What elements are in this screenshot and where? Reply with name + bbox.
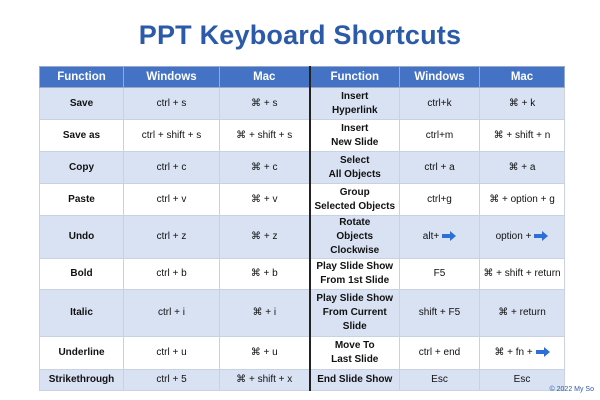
right-arrow-icon	[442, 231, 456, 241]
column-header: Windows	[400, 67, 480, 88]
mac-shortcut-cell: ⌘ + shift + x	[220, 370, 310, 391]
windows-shortcut-cell: ctrl+g	[400, 184, 480, 216]
table-header-row	[40, 67, 565, 88]
function-cell: Save	[40, 88, 124, 120]
windows-shortcut-cell: ctrl + a	[400, 152, 480, 184]
mac-shortcut-cell: ⌘ + z	[220, 216, 310, 259]
function-line: Objects Clockwise	[330, 231, 380, 256]
shortcut-text: alt+	[422, 231, 440, 242]
shortcuts-table	[39, 66, 565, 391]
windows-shortcut-cell: ctrl + 5	[124, 370, 220, 391]
windows-shortcut-cell: ctrl + b	[124, 259, 220, 290]
function-line: Hyperlink	[331, 104, 378, 116]
windows-shortcut-cell: ctrl + end	[400, 337, 480, 370]
shortcut-text: ⌘ + fn +	[494, 347, 533, 358]
function-line: Select	[340, 154, 370, 166]
function-cell	[310, 184, 400, 216]
mac-shortcut-cell: ⌘ + c	[220, 152, 310, 184]
function-line: Selected Objects	[314, 200, 396, 212]
mac-shortcut-cell: ⌘ + shift + return	[480, 259, 565, 290]
mac-shortcut-cell: ⌘ + option + g	[480, 184, 565, 216]
function-cell	[310, 290, 400, 337]
mac-shortcut-cell: Esc	[480, 370, 565, 391]
mac-shortcut-cell: ⌘ + return	[480, 290, 565, 337]
windows-shortcut-cell: ctrl + z	[124, 216, 220, 259]
function-line: All Objects	[328, 168, 381, 180]
table-row	[40, 120, 565, 152]
mac-shortcut-cell: ⌘ + a	[480, 152, 565, 184]
function-cell	[310, 120, 400, 152]
shortcut-text: option +	[495, 231, 532, 242]
windows-shortcut-cell: ctrl + shift + s	[124, 120, 220, 152]
page-title: PPT Keyboard Shortcuts	[138, 20, 462, 50]
windows-shortcut-cell: ctrl+k	[400, 88, 480, 120]
function-cell: Paste	[40, 184, 124, 216]
windows-shortcut-cell: ctrl + c	[124, 152, 220, 184]
function-cell: Undo	[40, 216, 124, 259]
function-line: Last Slide	[331, 354, 379, 365]
function-cell	[310, 370, 400, 391]
windows-shortcut-cell: ctrl + v	[124, 184, 220, 216]
function-line: Play Slide Show	[316, 293, 394, 304]
windows-shortcut-cell: F5	[400, 259, 480, 290]
function-cell: Bold	[40, 259, 124, 290]
mac-shortcut-cell	[480, 216, 565, 259]
windows-shortcut-cell: ctrl + i	[124, 290, 220, 337]
function-cell	[310, 259, 400, 290]
function-line: From 1st Slide	[320, 275, 390, 286]
mac-shortcut-cell: ⌘ + v	[220, 184, 310, 216]
table-row	[40, 152, 565, 184]
function-cell: Copy	[40, 152, 124, 184]
right-arrow-icon	[534, 231, 548, 241]
table-row	[40, 259, 565, 290]
function-line: Insert	[341, 122, 369, 134]
function-line: Slide	[342, 321, 367, 332]
function-line: From Current	[322, 307, 387, 318]
mac-shortcut-cell: ⌘ + u	[220, 337, 310, 370]
windows-shortcut-cell: ctrl+m	[400, 120, 480, 152]
table-row	[40, 337, 565, 370]
mac-shortcut-cell: ⌘ + shift + s	[220, 120, 310, 152]
function-cell	[310, 337, 400, 370]
function-line: New Slide	[331, 136, 379, 148]
function-cell: Strikethrough	[40, 370, 124, 391]
mac-shortcut-cell: ⌘ + i	[220, 290, 310, 337]
windows-shortcut-cell: shift + F5	[400, 290, 480, 337]
mac-shortcut-cell	[480, 337, 565, 370]
table-row	[40, 370, 565, 391]
column-header: Mac	[220, 67, 310, 88]
windows-shortcut-cell: ctrl + u	[124, 337, 220, 370]
function-cell: Save as	[40, 120, 124, 152]
column-header: Mac	[480, 67, 565, 88]
column-header: Function	[310, 67, 400, 88]
table-row	[40, 88, 565, 120]
mac-shortcut-cell: ⌘ + b	[220, 259, 310, 290]
function-line: End Slide Show	[317, 374, 393, 385]
column-header: Windows	[124, 67, 220, 88]
function-line: Rotate	[339, 217, 371, 228]
function-line: Group	[339, 186, 370, 198]
table-row	[40, 290, 565, 337]
windows-shortcut-cell: ctrl + s	[124, 88, 220, 120]
mac-shortcut-cell: ⌘ + k	[480, 88, 565, 120]
function-line: Move To	[334, 340, 375, 351]
function-cell: Underline	[40, 337, 124, 370]
mac-shortcut-cell: ⌘ + shift + n	[480, 120, 565, 152]
column-header: Function	[40, 67, 124, 88]
right-arrow-icon	[536, 347, 550, 357]
table-row	[40, 184, 565, 216]
windows-shortcut-cell	[400, 216, 480, 259]
windows-shortcut-cell: Esc	[400, 370, 480, 391]
mac-shortcut-cell: ⌘ + s	[220, 88, 310, 120]
function-cell	[310, 88, 400, 120]
function-line: Insert	[341, 90, 369, 102]
copyright-footer: © 2022 My So	[549, 386, 594, 393]
function-line: Play Slide Show	[316, 261, 394, 272]
table-row	[40, 216, 565, 259]
function-cell	[310, 152, 400, 184]
function-cell	[310, 216, 400, 259]
function-cell: Italic	[40, 290, 124, 337]
